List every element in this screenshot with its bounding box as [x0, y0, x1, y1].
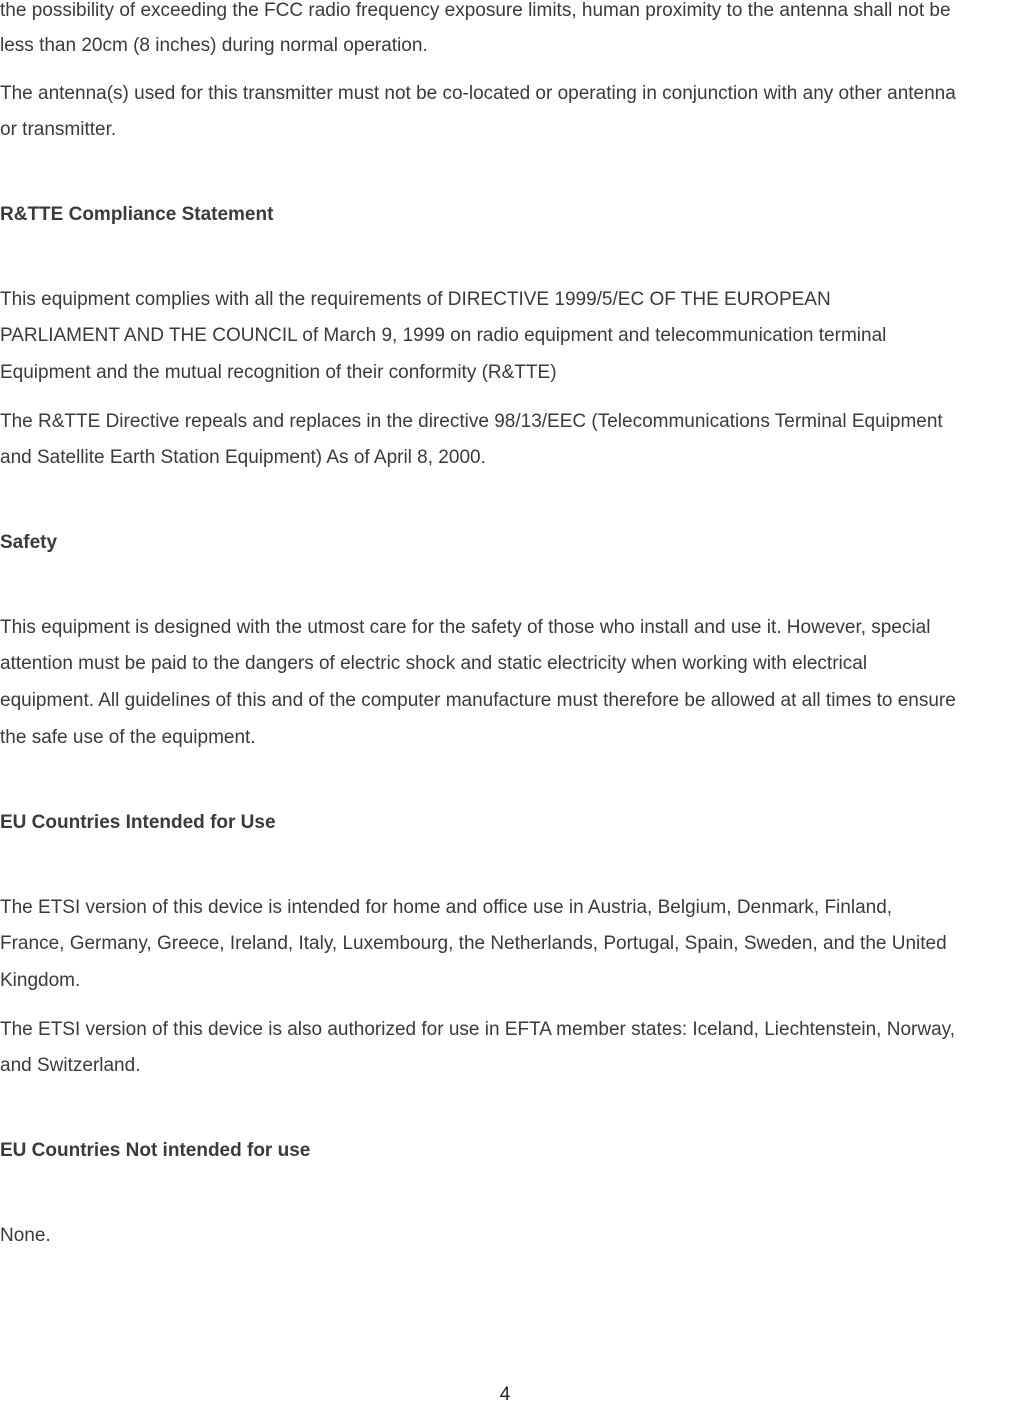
rtte-line: and Satellite Earth Station Equipment) As of April 8, 2000. [0, 447, 486, 468]
rtte-line: Equipment and the mutual recognition of their conformity (R&TTE) [0, 362, 557, 383]
intro-line: the possibility of exceeding the FCC radio frequency exposure limits, human proximity to the antenna shall not be [0, 0, 951, 21]
safety-line: attention must be paid to the dangers of electric shock and static electricity when working with electrical [0, 653, 868, 674]
intro-line: less than 20cm (8 inches) during normal operation. [0, 35, 428, 56]
eu-use-line: The ETSI version of this device is intended for home and office use in Austria, Belgium, Denmark, Finland, [0, 897, 893, 918]
intro-line: or transmitter. [0, 119, 117, 140]
eu-use-line: France, Germany, Greece, Ireland, Italy, Luxembourg, the Netherlands, Portugal, Spain, Sweden, and the United [0, 933, 947, 954]
section-heading-eu-not-use: EU Countries Not intended for use [0, 1140, 311, 1161]
eu-use-line: The ETSI version of this device is also authorized for use in EFTA member states: Iceland, Liechtenstein, Norway, [0, 1019, 956, 1040]
section-heading-eu-use: EU Countries Intended for Use [0, 812, 276, 833]
safety-line: This equipment is designed with the utmost care for the safety of those who install and use it. However, special [0, 617, 931, 638]
eu-use-line: and Switzerland. [0, 1055, 141, 1076]
eu-use-line: Kingdom. [0, 970, 81, 991]
rtte-line: The R&TTE Directive repeals and replaces in the directive 98/13/EEC (Telecommunications Terminal Equipment [0, 411, 943, 432]
intro-line: The antenna(s) used for this transmitter must not be co-located or operating in conjunction with any other antenna [0, 83, 956, 104]
page-number: 4 [499, 1384, 511, 1405]
rtte-line: PARLIAMENT AND THE COUNCIL of March 9, 1999 on radio equipment and telecommunication terminal [0, 325, 887, 346]
section-heading-rtte: R&TTE Compliance Statement [0, 204, 274, 225]
section-heading-safety: Safety [0, 532, 58, 553]
eu-not-use-line: None. [0, 1225, 51, 1246]
safety-line: the safe use of the equipment. [0, 727, 256, 748]
rtte-line: This equipment complies with all the requirements of DIRECTIVE 1999/5/EC OF THE EUROPEAN [0, 289, 831, 310]
safety-line: equipment. All guidelines of this and of the computer manufacture must therefore be allowed at all times to ensure [0, 690, 956, 711]
